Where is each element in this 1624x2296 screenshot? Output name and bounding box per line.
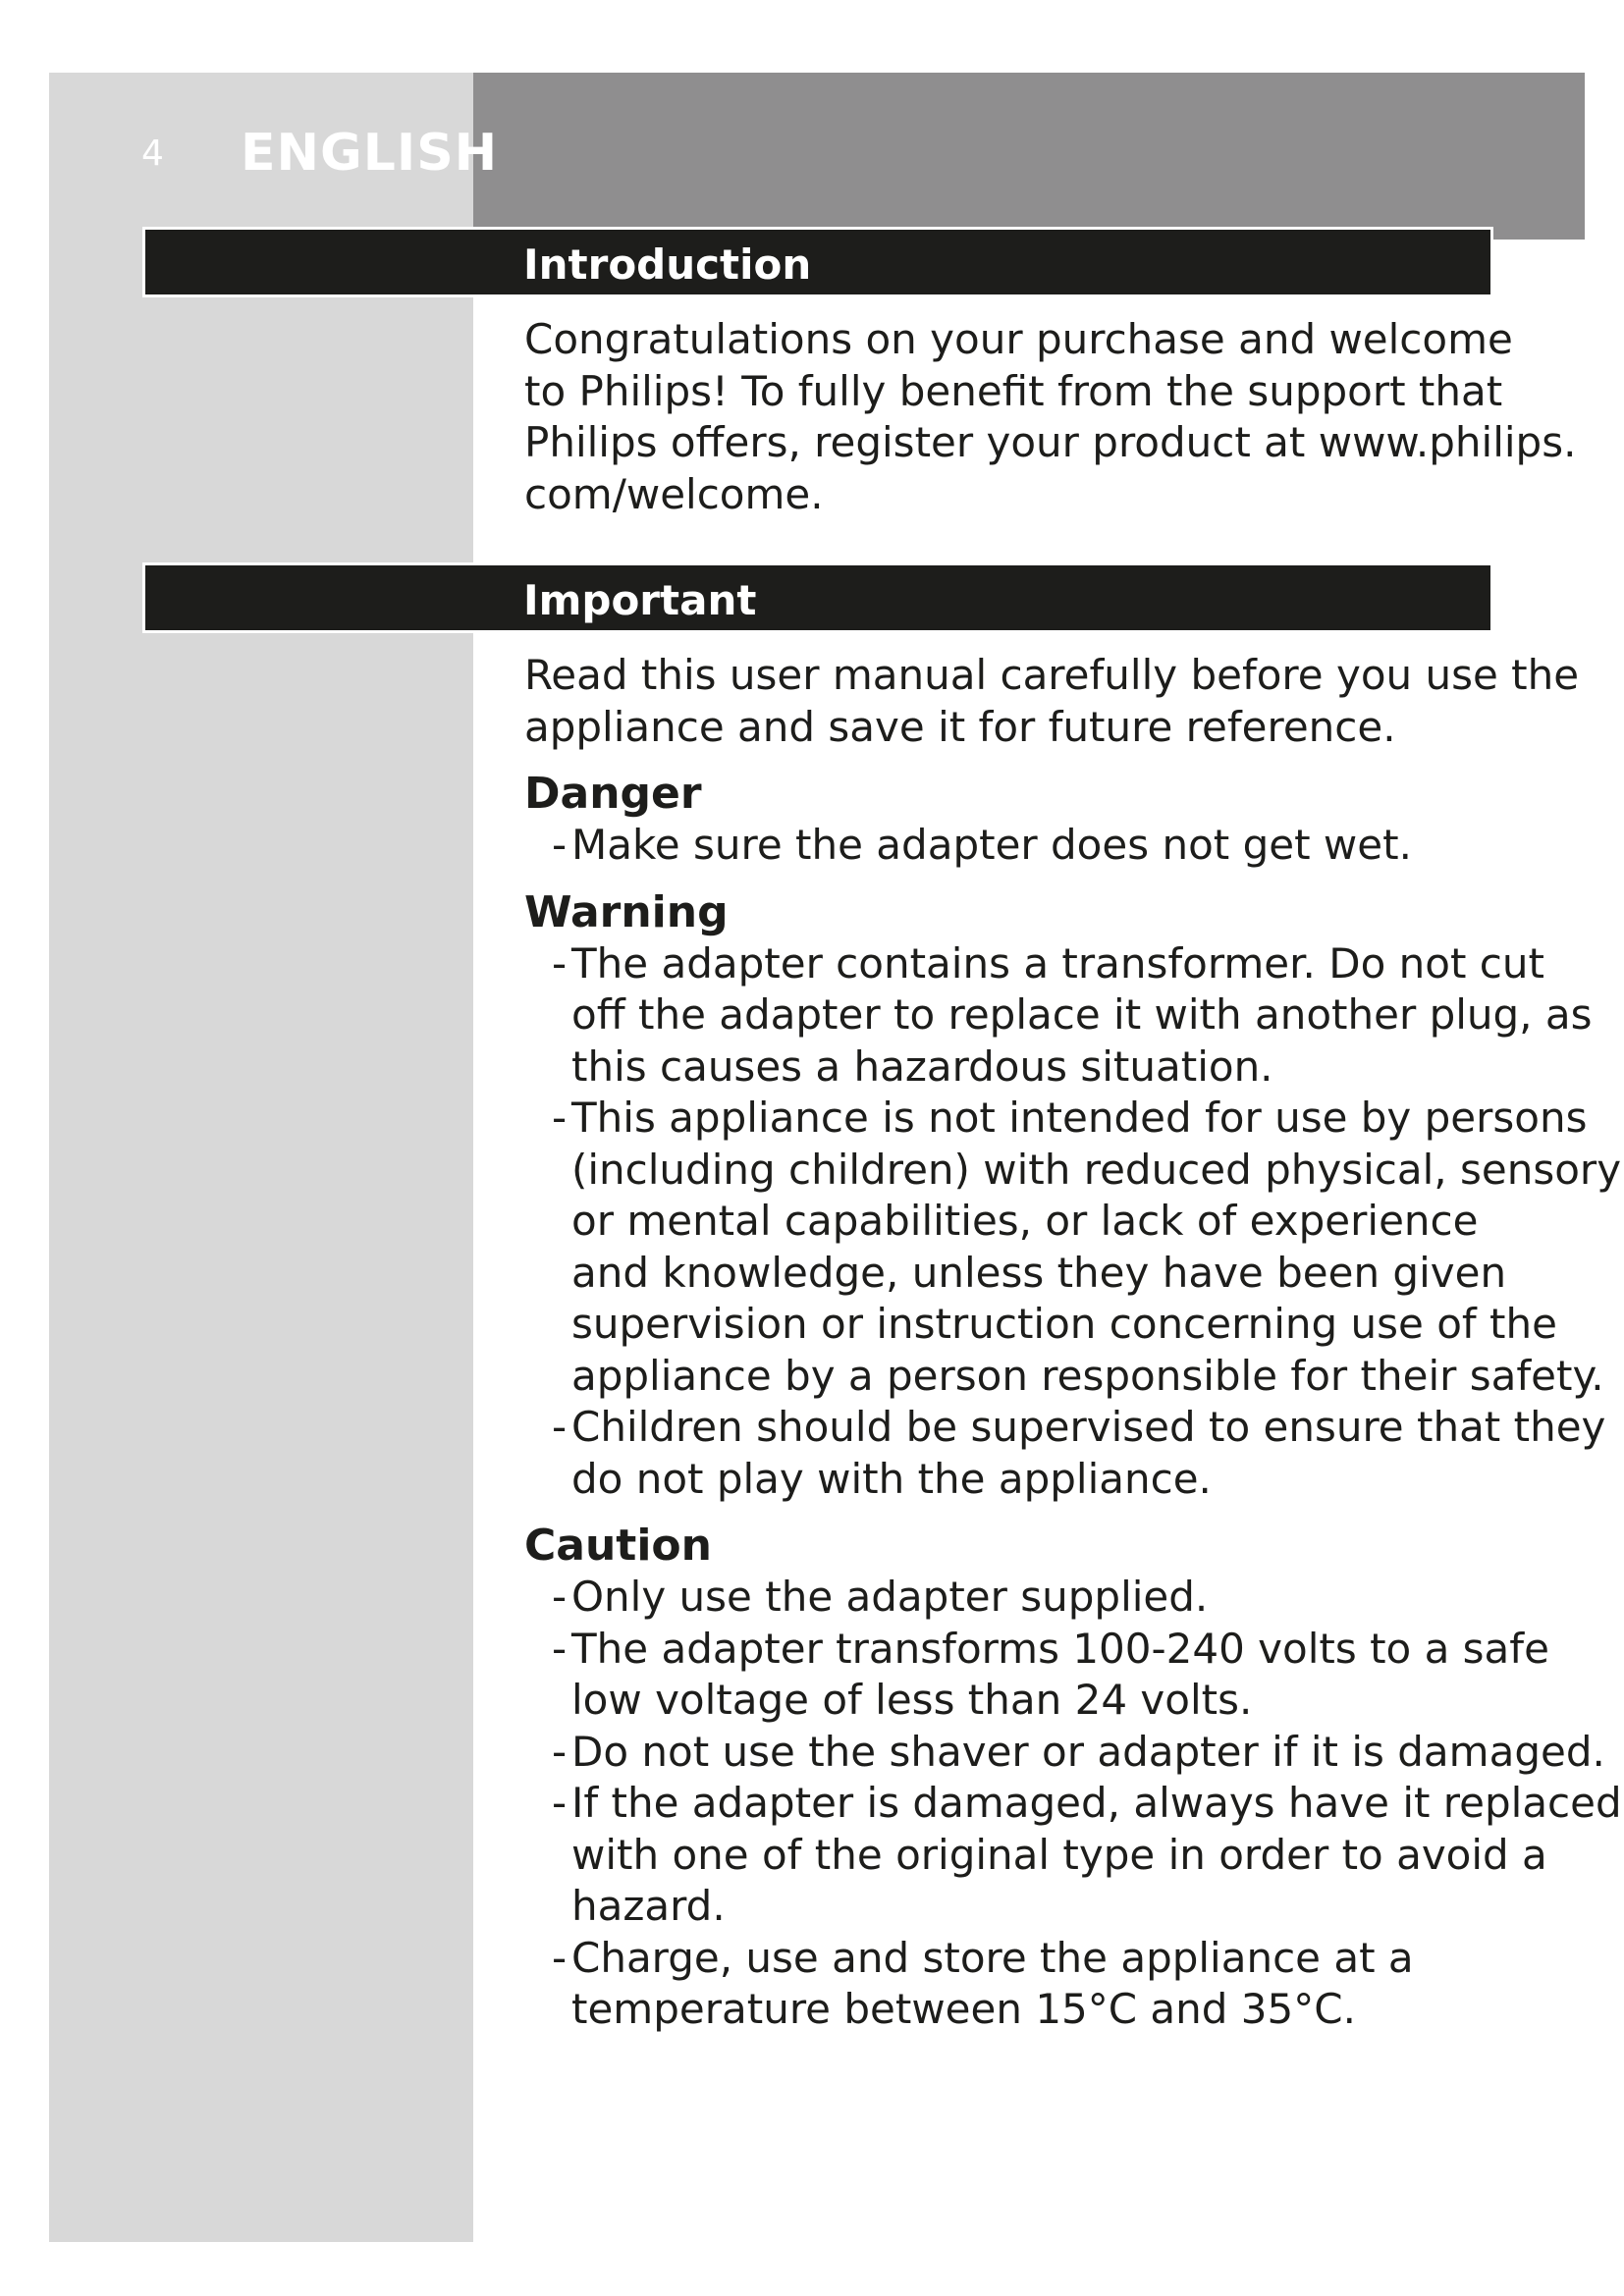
warning-list [524,938,1622,1506]
text-line: off the adapter to replace it with another plug, as [571,990,1593,1039]
section-title: Important [523,576,757,624]
text-line: appliance by a person responsible for their safety. [571,1351,1604,1400]
danger-list [524,820,1506,872]
left-margin-band [49,73,473,2242]
danger-heading: Danger [524,769,702,819]
list-item [524,1624,1549,1727]
text-line: with one of the original type in order to avoid a [571,1830,1547,1879]
list-item [524,1402,1606,1505]
text-line: - This appliance is not intended for use by persons [571,1094,1588,1142]
caution-heading: Caution [524,1521,712,1571]
text-line: - Do not use the shaver or adapter if it is damaged. [571,1727,1605,1776]
caution-list [524,1572,1622,2036]
list-item [524,1093,1622,1402]
text-line: - Children should be supervised to ensure that they [571,1403,1606,1451]
text-line: low voltage of less than 24 volts. [571,1676,1253,1724]
text-line: - Charge, use and store the appliance at a [571,1933,1414,1982]
text-line: - If the adapter is damaged, always have it replaced [571,1779,1622,1827]
section-bar-introduction [145,230,1490,294]
text-line: hazard. [571,1882,726,1930]
text-line: temperature between 15°C and 35°C. [571,1985,1356,2033]
list-item [524,1727,1605,1779]
section-bar-important [145,565,1490,630]
text-line: - The adapter contains a transformer. Do not cut [571,938,1544,988]
text-line: com/welcome. [524,469,824,518]
text-line: Philips offers, register your product at www.philips. [524,418,1577,466]
language-heading: ENGLISH [241,124,499,183]
important-content [524,650,1622,2036]
warning-heading: Warning [524,886,729,937]
text-line: supervision or instruction concerning use of the [571,1300,1557,1348]
section-title: Introduction [523,240,812,289]
list-item [524,1778,1622,1933]
text-line: - The adapter transforms 100-240 volts to a safe [571,1624,1549,1673]
list-item [524,820,1506,872]
text-line: (including children) with reduced physical, sensory [571,1145,1622,1194]
text-line: to Philips! To fully benefit from the support that [524,366,1503,415]
list-item [524,1933,1506,2036]
text-line: Read this user manual carefully before you use the [524,651,1580,699]
important-intro [524,650,1580,753]
text-line: - Make sure the adapter does not get wet. [571,821,1412,869]
text-line: do not play with the appliance. [571,1454,1212,1503]
text-line: and knowledge, unless they have been given [571,1248,1507,1297]
text-line: appliance and save it for future reference. [524,702,1396,751]
list-item [524,938,1593,1094]
text-line: or mental capabilities, or lack of experience [571,1197,1479,1245]
text-line: this causes a hazardous situation. [571,1041,1273,1091]
introduction-content [524,314,1577,520]
text-line: Congratulations on your purchase and welcome [524,315,1513,363]
introduction-paragraph [524,314,1577,520]
page-number: 4 [141,133,164,174]
text-line: - Only use the adapter supplied. [571,1573,1209,1621]
list-item [524,1572,1506,1624]
